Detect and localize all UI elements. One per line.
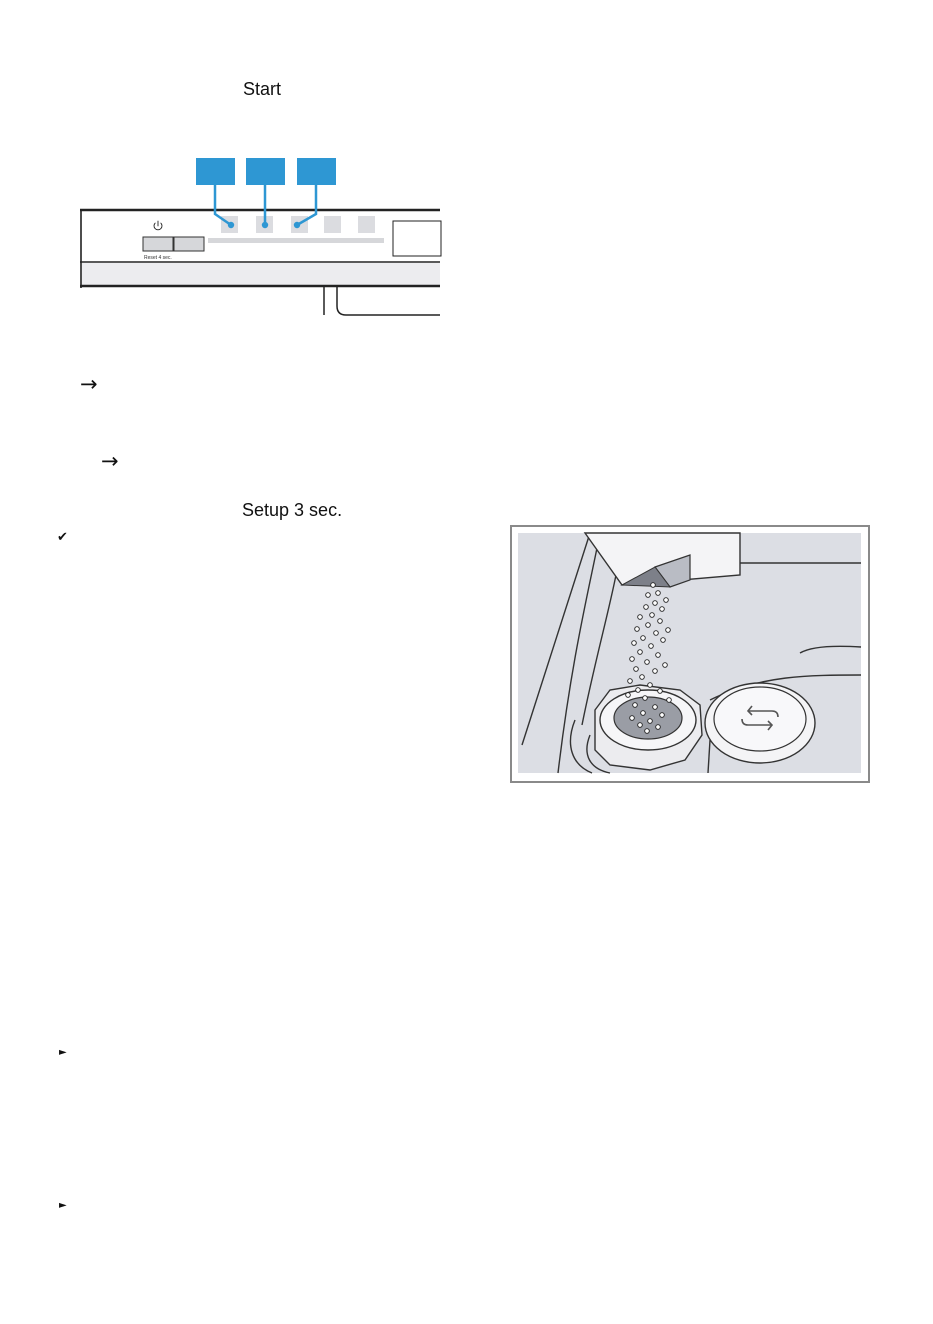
power-icon: [154, 221, 162, 230]
reservoir-cap: [705, 683, 815, 763]
reset-label: Reset 4 sec.: [144, 255, 172, 261]
callout-box-2: [246, 158, 285, 185]
panel-button-2: [174, 237, 204, 251]
salt-refill-illustration: [510, 525, 870, 783]
callout-box-3: [297, 158, 336, 185]
display-window: [393, 221, 441, 256]
salt-reservoir: [595, 685, 702, 770]
setup-label: Setup 3 sec.: [242, 500, 343, 520]
panel-key-5: [358, 216, 375, 233]
power-button: [143, 237, 173, 251]
arrow-icon: →: [101, 449, 119, 473]
callout-box-1: [196, 158, 235, 185]
panel-key-4: [324, 216, 341, 233]
bullet-icon: ►: [59, 1200, 67, 1211]
arrow-icon: →: [80, 372, 98, 396]
indicator-strip: [208, 238, 384, 243]
control-panel-diagram: [78, 150, 448, 320]
start-label: Start: [243, 79, 282, 99]
check-icon: ✔: [57, 530, 68, 545]
bullet-icon: ►: [59, 1047, 67, 1058]
